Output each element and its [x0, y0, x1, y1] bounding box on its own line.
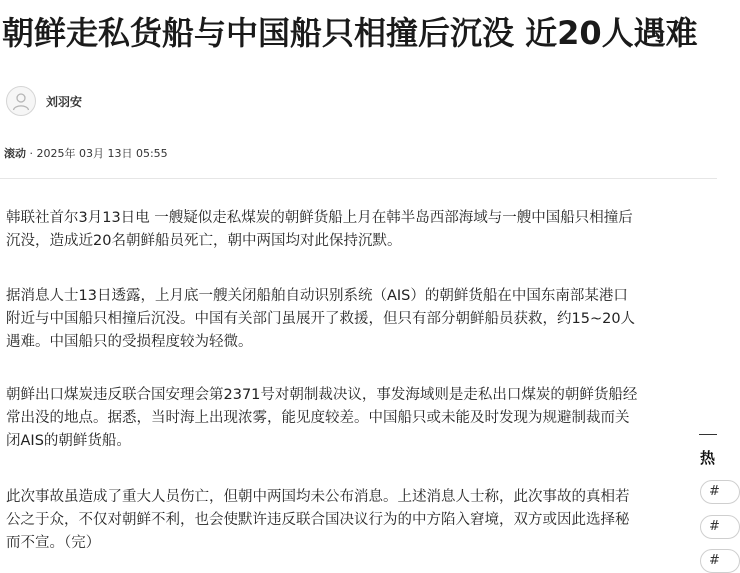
user-avatar-icon: [11, 91, 31, 111]
article-paragraph-3: 朝鲜出口煤炭违反联合国安理会第2371号对朝制裁决议，事发海域则是走私出口煤炭的朝鲜货船经常出没的地点。据悉，当时海上出现浓雾，能见度较差。中国船只或未能及时发现为规避制裁而关闭AIS的朝鲜货船。: [6, 387, 638, 449]
article-paragraph-1: 韩联社首尔3月13日电 一艘疑似走私煤炭的朝鲜货船上月在韩半岛西部海域与一艘中国船只相撞后沉没，造成近20名朝鲜船员死亡，朝中两国均对此保持沉默。: [6, 210, 633, 249]
sidebar-tag-3[interactable]: #: [700, 549, 740, 573]
header-divider: [0, 178, 717, 179]
publish-date: · 2025年 03月 13日 05:55: [29, 147, 168, 160]
article-meta: [4, 145, 168, 161]
article-paragraph-2: 据消息人士13日透露，上月底一艘关闭船舶自动识别系统（AIS）的朝鲜货船在中国东南部某港口附近与中国船只相撞后沉没。中国有关部门虽展开了救援，但只有部分朝鲜船员获救，约15~20人遇难。中国船只的受损程度较为轻微。: [6, 288, 636, 350]
article-paragraph-4: 此次事故虽造成了重大人员伤亡，但朝中两国均未公布消息。上述消息人士称，此次事故的真相若公之于众，不仅对朝鲜不利，也会使默许违反联合国决议行为的中方陷入窘境，双方或因此选择秘而不宣。（完）: [6, 489, 630, 551]
author-row: [6, 86, 82, 116]
sidebar-title: 热: [700, 449, 716, 467]
source-label[interactable]: 滚动: [4, 147, 26, 160]
sidebar-tag-1[interactable]: #: [700, 480, 740, 504]
sidebar-divider: [699, 434, 717, 435]
author-name[interactable]: 刘羽安: [46, 94, 83, 109]
sidebar-tag-2[interactable]: #: [700, 515, 740, 539]
article-headline: 朝鲜走私货船与中国船只相撞后沉没 近20人遇难: [2, 14, 698, 52]
avatar[interactable]: [6, 86, 36, 116]
